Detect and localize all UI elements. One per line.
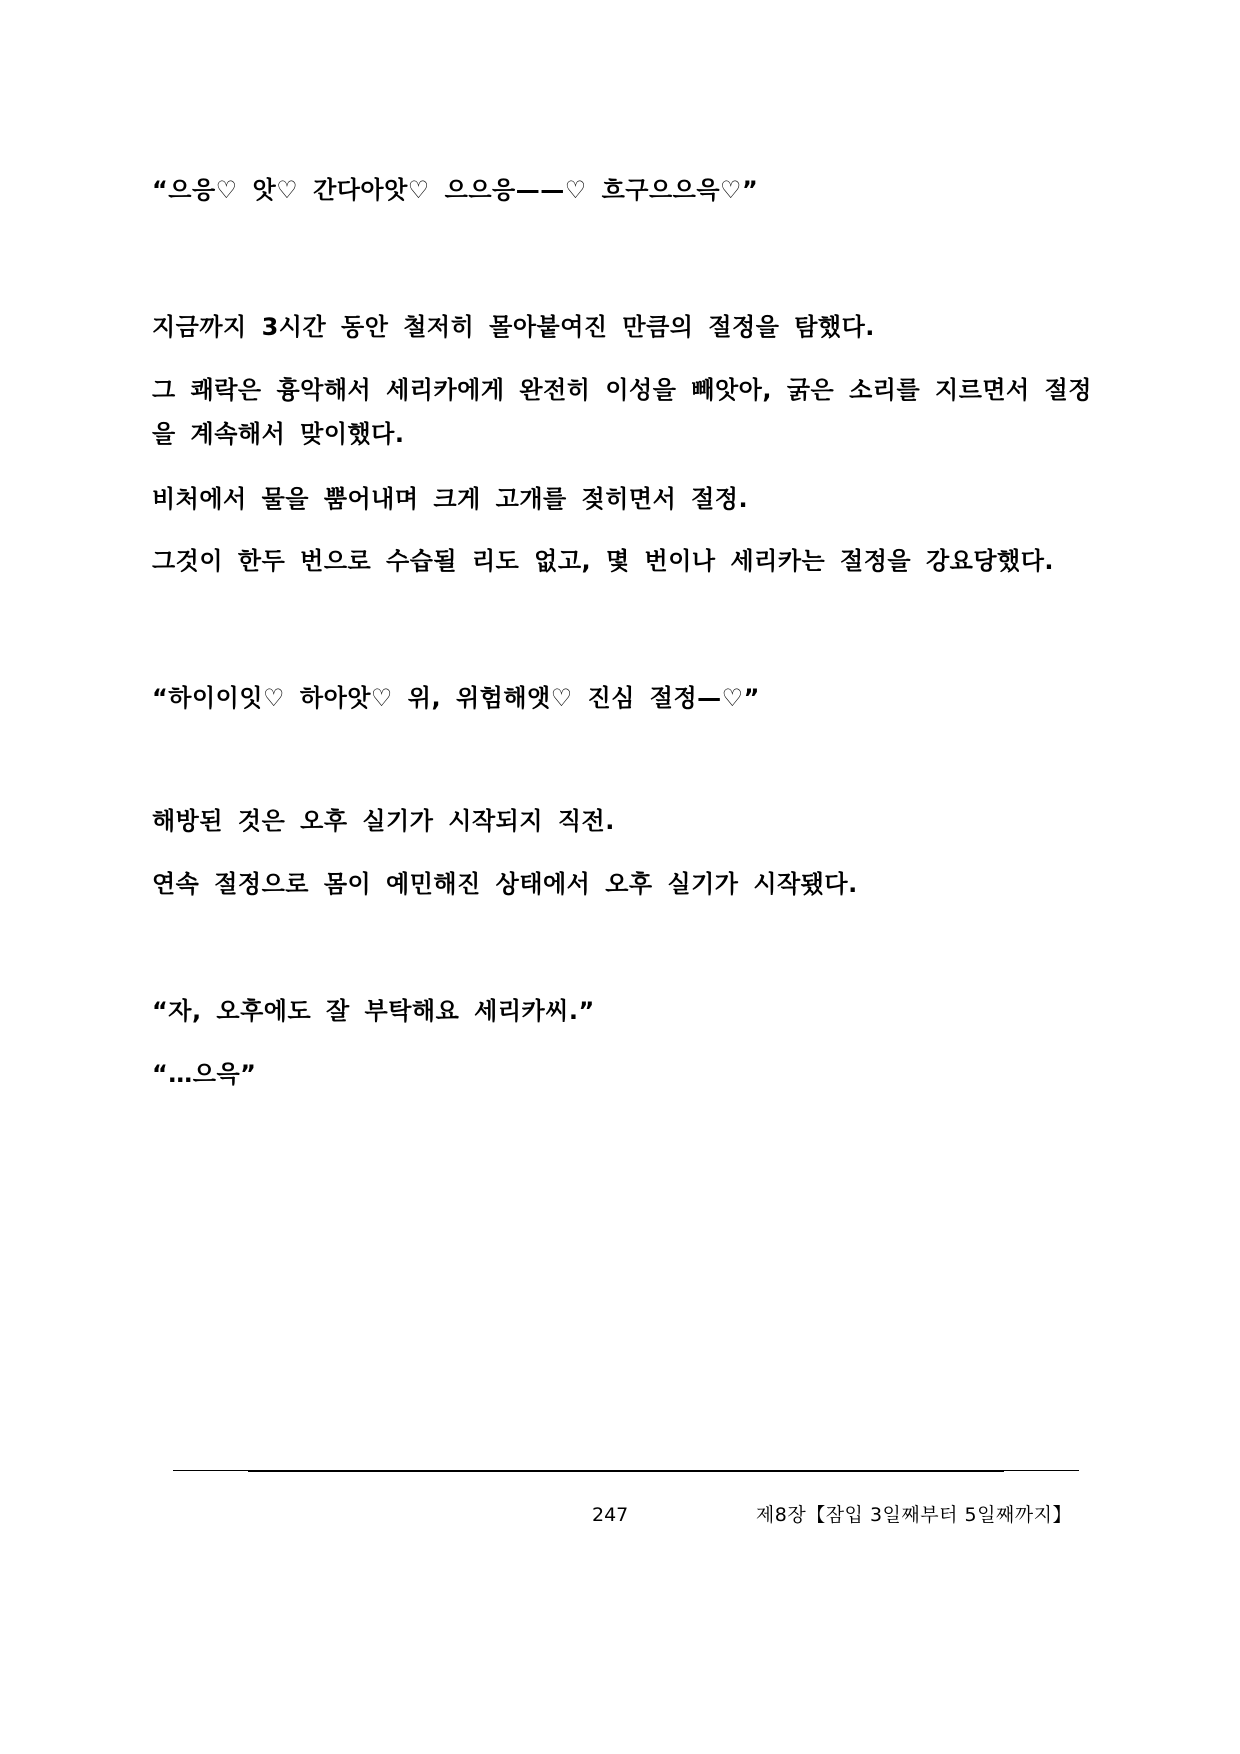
narration-paragraph-1: 지금까지 3시간 동안 철저히 몰아붙여진 만큼의 절정을 탐했다. <box>152 313 875 341</box>
dialogue-line-1: “으응♡ 앗♡ 간다아앗♡ 으으응——♡ 흐구으으윽♡” <box>152 176 759 204</box>
narration-paragraph-4: 그것이 한두 번으로 수습될 리도 없고, 몇 번이나 세리카는 절정을 강요당했다. <box>152 547 1054 575</box>
dialogue-line-2: “하이이잇♡ 하아앗♡ 위, 위험해앳♡ 진심 절정—♡” <box>152 684 760 712</box>
page-number: 247 <box>592 1504 629 1526</box>
dialogue-line-3: “자, 오후에도 잘 부탁해요 세리카씨.” <box>152 997 595 1025</box>
footer-divider-thick <box>248 1470 1004 1472</box>
narration-paragraph-3: 비처에서 물을 뿜어내며 크게 고개를 젖히면서 절정. <box>152 485 749 513</box>
narration-paragraph-2: 그 쾌락은 흉악해서 세리카에게 완전히 이성을 빼앗아, 굵은 소리를 지르면서 절정을 계속해서 맞이했다. <box>152 376 1092 448</box>
narration-paragraph-5: 해방된 것은 오후 실기가 시작되지 직전. <box>152 807 615 835</box>
narration-paragraph-6: 연속 절정으로 몸이 예민해진 상태에서 오후 실기가 시작됐다. <box>152 870 858 898</box>
dialogue-line-4: “…으윽” <box>152 1060 257 1088</box>
chapter-title: 제8장【잠입 3일째부터 5일째까지】 <box>755 1504 1072 1526</box>
